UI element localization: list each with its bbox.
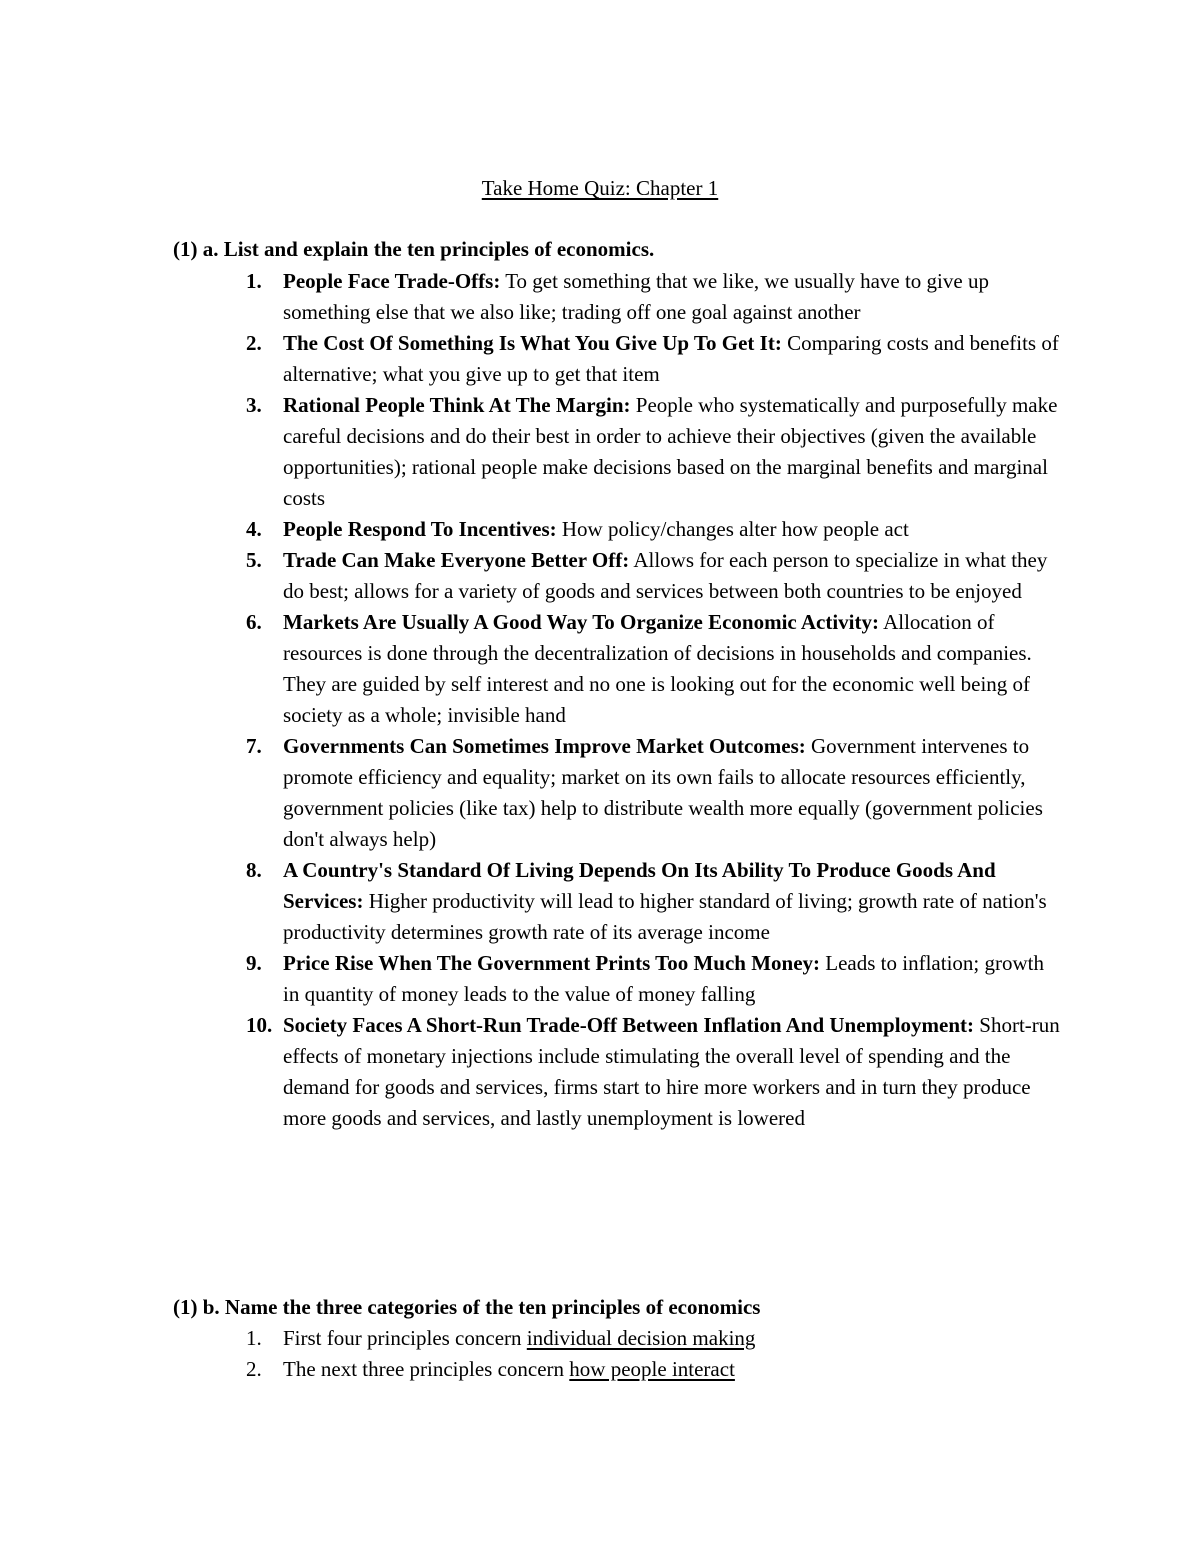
principle-explanation: Allows for each person to specialize in what they do best; allows for a variety of goods and services between both countries to be enjoyed — [283, 548, 1048, 603]
principle-explanation: Comparing costs and benefits of alternative; what you give up to get that item — [283, 331, 1059, 386]
item-number: 10. — [246, 1013, 273, 1037]
principle-explanation: How policy/changes alter how people act — [556, 517, 909, 541]
principle-term: Markets Are Usually A Good Way To Organize Economic Activity: — [283, 610, 879, 634]
principle-explanation: People who systematically and purposefully make careful decisions and do their best in order to achieve their objectives (given the available opportunities); rational people make decisions based on the marginal benefits and marginal costs — [283, 393, 1058, 510]
page-title: Take Home Quiz: Chapter 1 — [481, 176, 719, 200]
item-number: 9. — [246, 951, 262, 975]
principle-term: Society Faces A Short-Run Trade-Off Between Inflation And Unemployment: — [283, 1013, 975, 1037]
principle-term: People Face Trade-Offs: — [283, 269, 501, 293]
category-text: The next three principles concern — [283, 1357, 570, 1381]
categories-list — [0, 1323, 1060, 1385]
principle-item-3 — [0, 390, 1060, 514]
principle-explanation: Allocation of resources is done through the decentralization of decisions in households and companies. They are guided by self interest and no one is looking out for the economic well being of society as a whole; invisible hand — [283, 610, 1032, 727]
principles-list — [0, 266, 1060, 1134]
item-number: 6. — [246, 610, 262, 634]
principle-term: Trade Can Make Everyone Better Off: — [283, 548, 630, 572]
principle-item-4 — [0, 514, 1060, 545]
principle-explanation: Leads to inflation; growth in quantity of money leads to the value of money falling — [283, 951, 1044, 1006]
category-underlined: individual decision making — [526, 1326, 756, 1350]
principle-item-1 — [0, 266, 1060, 328]
principle-term: People Respond To Incentives: — [283, 517, 557, 541]
item-number: 8. — [246, 858, 262, 882]
principle-item-10 — [0, 1010, 1060, 1134]
principle-explanation: To get something that we like, we usually have to give up something else that we also like; trading off one goal against another — [283, 269, 989, 324]
item-number: 4. — [246, 517, 262, 541]
principle-term: The Cost Of Something Is What You Give Up To Get It: — [283, 331, 782, 355]
principle-explanation: Short-run effects of monetary injections include stimulating the overall level of spending and the demand for goods and services, firms start to hire more workers and in turn they produce more goods and services, and lastly unemployment is lowered — [283, 1013, 1060, 1130]
principle-term: Governments Can Sometimes Improve Market Outcomes: — [283, 734, 806, 758]
principle-item-9 — [0, 948, 1060, 1010]
item-number: 1. — [246, 1326, 262, 1350]
category-item-2 — [0, 1354, 1060, 1385]
question-1a: (1) a. List and explain the ten principles of economics. — [173, 237, 655, 261]
principle-item-7 — [0, 731, 1060, 855]
principle-item-6 — [0, 607, 1060, 731]
principle-term: Rational People Think At The Margin: — [283, 393, 631, 417]
item-number: 1. — [246, 269, 262, 293]
item-number: 2. — [246, 1357, 262, 1381]
principle-item-2 — [0, 328, 1060, 390]
principle-explanation: Government intervenes to promote efficiency and equality; market on its own fails to allocate resources efficiently, government policies (like tax) help to distribute wealth more equally (government policies don't always help) — [283, 734, 1043, 851]
item-number: 3. — [246, 393, 262, 417]
principle-term: A Country's Standard Of Living Depends On Its Ability To Produce Goods And Services: — [283, 858, 996, 913]
category-underlined: how people interact — [569, 1357, 735, 1381]
principle-item-8 — [0, 855, 1060, 948]
category-item-1 — [0, 1323, 1060, 1354]
item-number: 7. — [246, 734, 262, 758]
principle-item-5 — [0, 545, 1060, 607]
category-text: First four principles concern — [283, 1326, 527, 1350]
principle-explanation: Higher productivity will lead to higher standard of living; growth rate of nation's productivity determines growth rate of its average income — [283, 889, 1047, 944]
question-1b: (1) b. Name the three categories of the ten principles of economics — [173, 1295, 761, 1319]
item-number: 5. — [246, 548, 262, 572]
principle-term: Price Rise When The Government Prints Too Much Money: — [283, 951, 821, 975]
item-number: 2. — [246, 331, 262, 355]
